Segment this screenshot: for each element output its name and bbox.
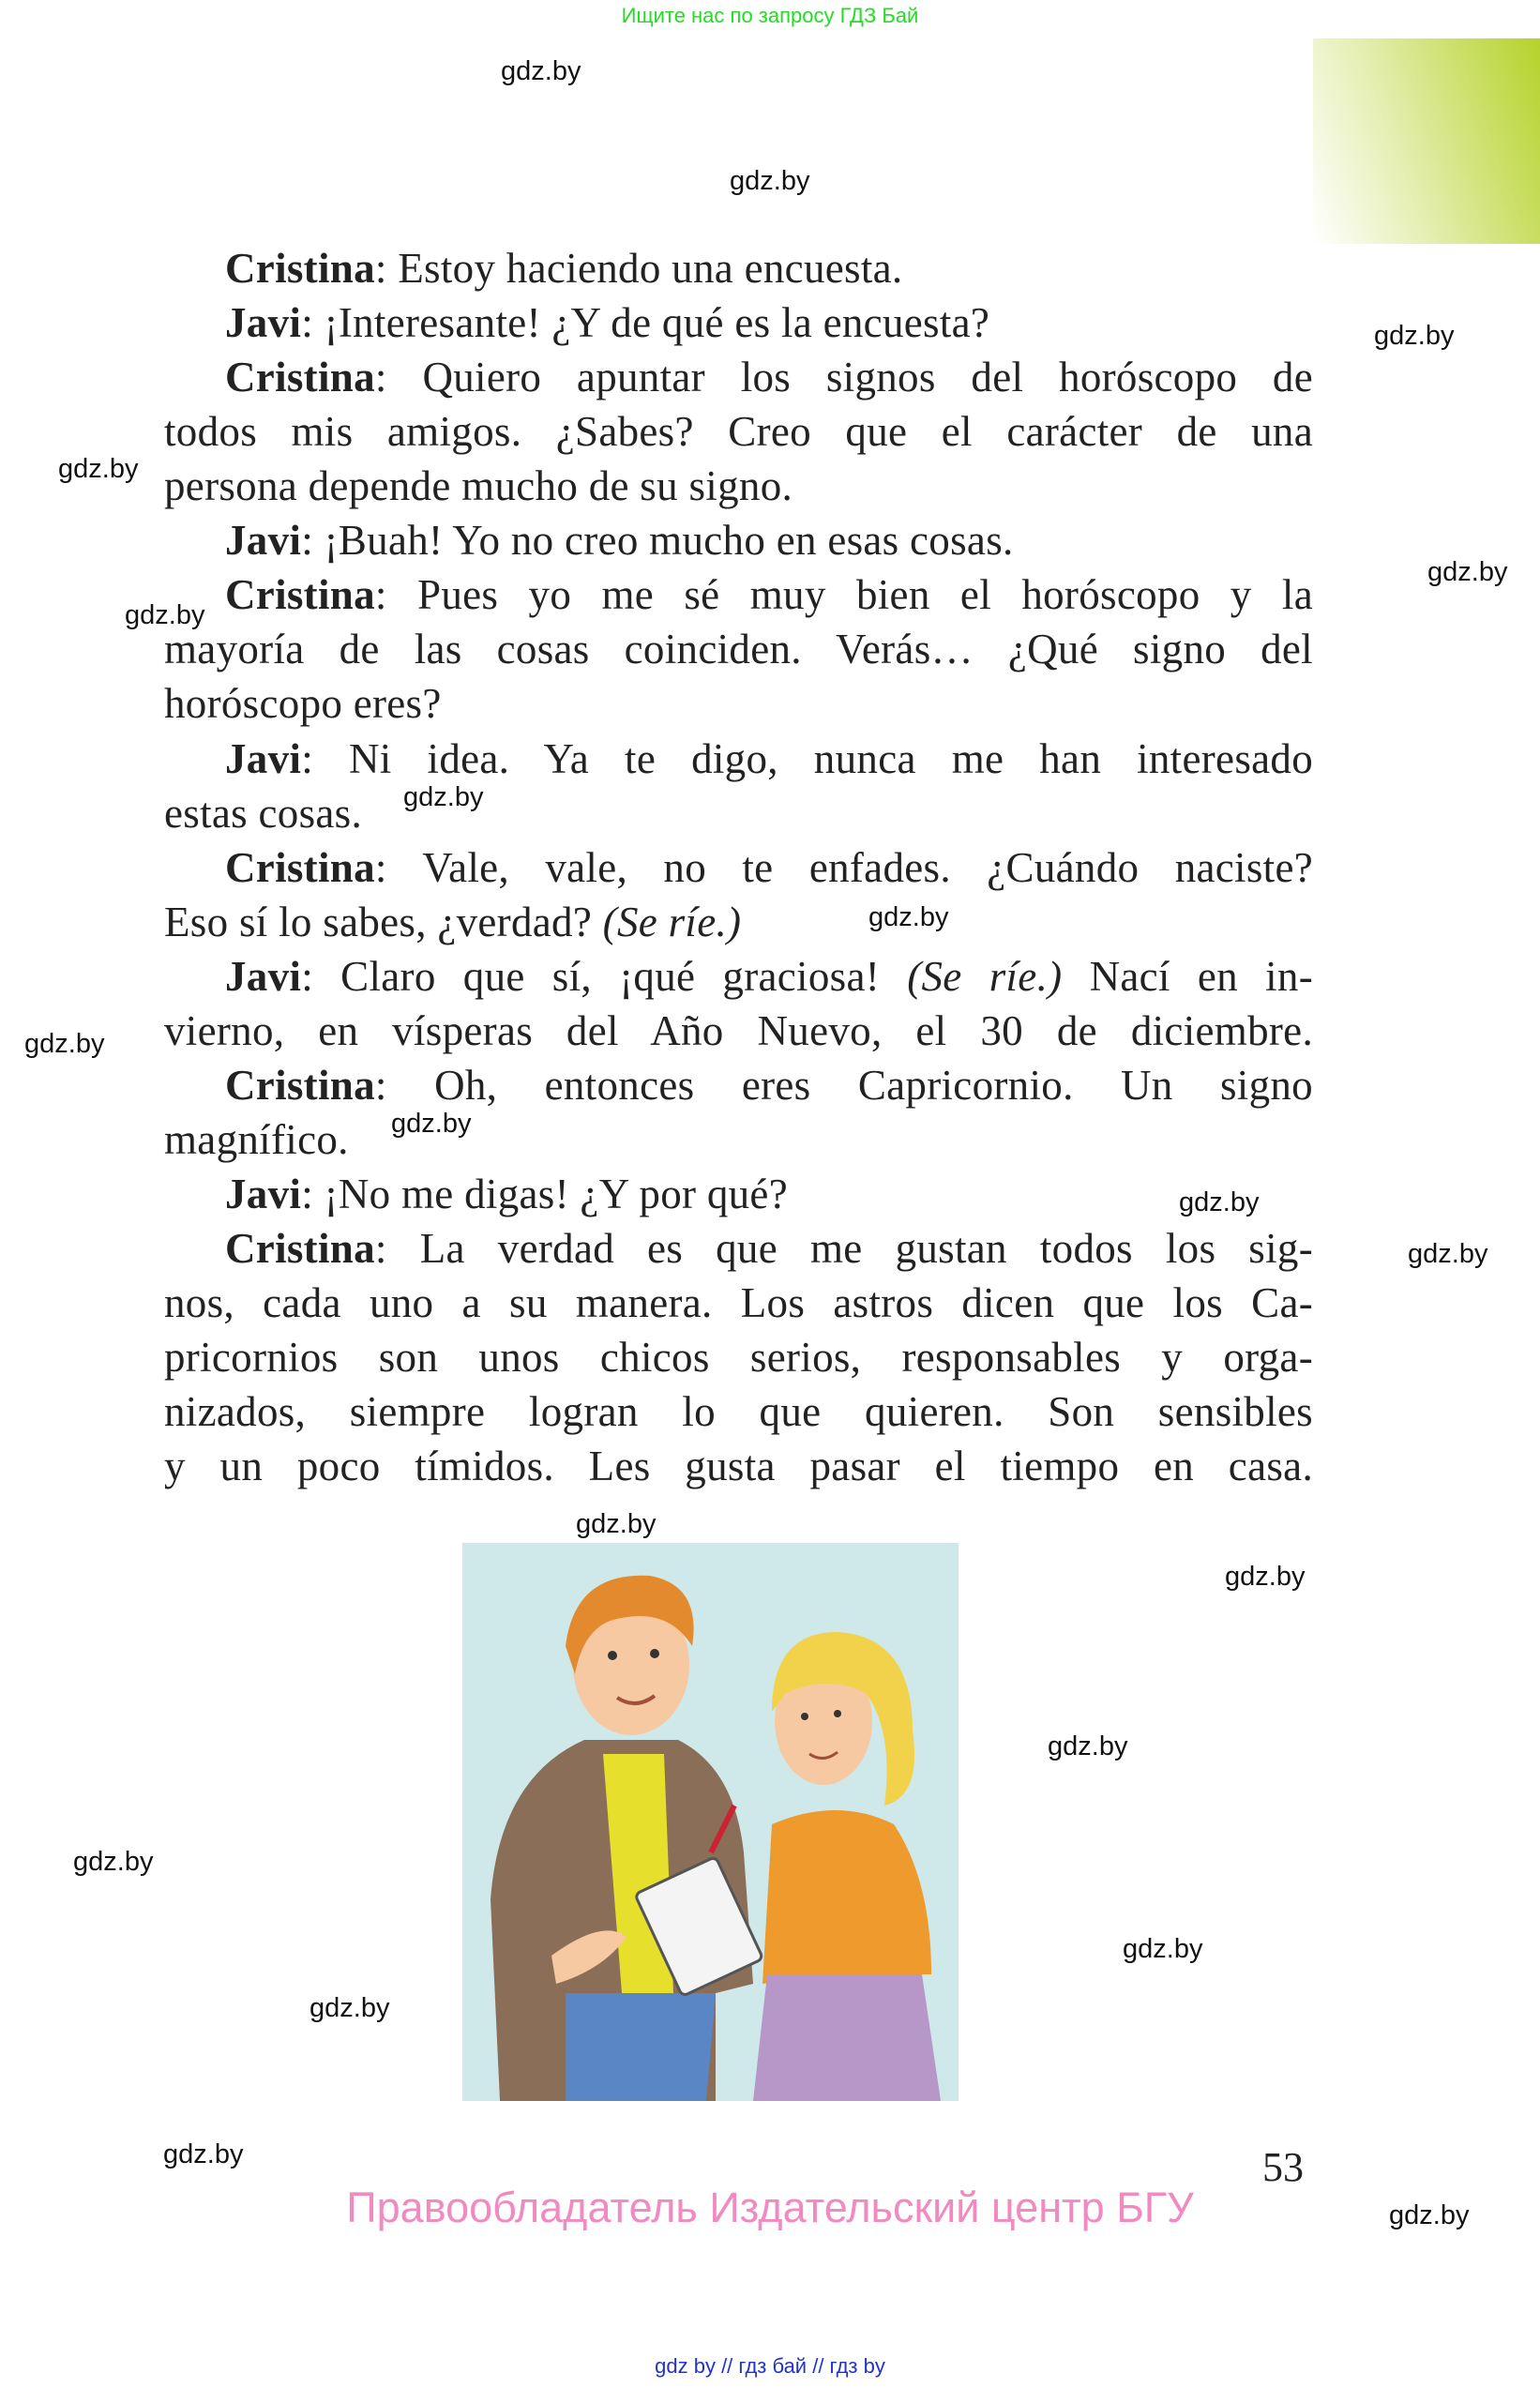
line-text: Eso sí lo sabes, ¿verdad? bbox=[164, 898, 603, 945]
speaker-name: Javi bbox=[225, 734, 302, 782]
dialogue-line bbox=[164, 898, 1313, 952]
dialogue-line bbox=[225, 1061, 1313, 1115]
watermark: gdz.by bbox=[163, 2139, 244, 2169]
speaker-name: Javi bbox=[225, 1171, 302, 1218]
rights-holder: Правообладатель Издательский центр БГУ bbox=[346, 2184, 1194, 2231]
dialogue-line bbox=[164, 407, 1313, 461]
watermark: gdz.by bbox=[501, 56, 581, 86]
watermark: gdz.by bbox=[58, 454, 139, 484]
speaker-name: Javi bbox=[225, 517, 302, 565]
watermark: gdz.by bbox=[125, 600, 205, 630]
line-text: nizados, siempre logran lo que quieren. Son sensibles bbox=[164, 1388, 1313, 1436]
watermark: gdz.by bbox=[1427, 557, 1508, 587]
watermark: gdz.by bbox=[1389, 2200, 1470, 2230]
watermark: gdz.by bbox=[1048, 1731, 1128, 1761]
line-text: mayoría de las cosas coinciden. Verás… ¿Qué signo del bbox=[164, 626, 1313, 673]
search-hint-link[interactable]: Ищите нас по запросу ГДЗ Бай bbox=[621, 4, 919, 27]
footer-links[interactable]: gdz by // гдз бай // гдз by bbox=[655, 2354, 885, 2378]
dialogue-line bbox=[164, 1333, 1313, 1387]
speaker-name: Cristina bbox=[225, 1061, 375, 1109]
dialogue-line bbox=[225, 570, 1313, 625]
speaker-name: Javi bbox=[225, 299, 302, 347]
dialogue-line bbox=[225, 734, 1313, 789]
line-text: magnífico. bbox=[164, 1115, 349, 1163]
corner-decoration bbox=[1313, 38, 1540, 244]
dialogue-line bbox=[225, 1170, 1313, 1224]
speaker-name: Cristina bbox=[225, 245, 375, 292]
line-text: : La verdad es que me gustan todos los sig- bbox=[374, 1225, 1313, 1273]
line-text: : ¡No me digas! ¿Y por qué? bbox=[301, 1171, 788, 1218]
dialogue-line bbox=[164, 1278, 1313, 1333]
dialogue-line bbox=[164, 1006, 1313, 1061]
line-text: nos, cada uno a su manera. Los astros dicen que los Ca- bbox=[164, 1279, 1313, 1327]
stage-direction: (Se ríe.) bbox=[602, 898, 742, 945]
dialogue-line bbox=[225, 353, 1313, 407]
line-text: vierno, en vísperas del Año Nuevo, el 30 de diciembre. bbox=[164, 1006, 1313, 1054]
line-text: Nací en in- bbox=[1062, 952, 1313, 1000]
watermark: gdz.by bbox=[310, 1993, 390, 2023]
watermark: gdz.by bbox=[576, 1509, 657, 1539]
line-text: : ¡Interesante! ¿Y de qué es la encuesta? bbox=[301, 299, 990, 347]
line-text: : Claro que sí, ¡qué graciosa! bbox=[301, 952, 908, 1000]
illustration-boy-and-girl bbox=[462, 1543, 959, 2101]
watermark: gdz.by bbox=[24, 1029, 105, 1059]
speaker-name: Cristina bbox=[225, 1225, 375, 1273]
line-text: : Estoy haciendo una encuesta. bbox=[374, 245, 903, 292]
dialogue-line bbox=[164, 679, 1313, 733]
watermark: gdz.by bbox=[1408, 1239, 1488, 1269]
speaker-name: Cristina bbox=[225, 354, 375, 401]
watermark: gdz.by bbox=[1179, 1187, 1260, 1217]
watermark: gdz.by bbox=[391, 1109, 472, 1139]
line-text: : Oh, entonces eres Capricornio. Un signo bbox=[374, 1061, 1313, 1109]
line-text: pricornios son unos chicos serios, responsables y orga- bbox=[164, 1334, 1313, 1382]
dialogue-line bbox=[225, 1224, 1313, 1278]
watermark: gdz.by bbox=[403, 782, 484, 812]
watermark: gdz.by bbox=[73, 1847, 154, 1877]
line-text: persona depende mucho de su signo. bbox=[164, 462, 793, 510]
speaker-name: Cristina bbox=[225, 571, 375, 619]
line-text: horóscopo eres? bbox=[164, 680, 442, 728]
stage-direction: (Se ríe.) bbox=[907, 952, 1063, 1000]
line-text: : Pues yo me sé muy bien el horóscopo y la bbox=[374, 571, 1313, 619]
watermark: gdz.by bbox=[1225, 1562, 1306, 1592]
dialogue-line bbox=[164, 1442, 1313, 1496]
watermark: gdz.by bbox=[1374, 321, 1455, 351]
line-text: y un poco tímidos. Les gusta pasar el tiempo en casa. bbox=[164, 1443, 1313, 1490]
dialogue-line bbox=[225, 843, 1313, 898]
line-text: estas cosas. bbox=[164, 789, 363, 837]
line-text: : ¡Buah! Yo no creo mucho en esas cosas. bbox=[301, 517, 1014, 565]
dialogue-line bbox=[164, 625, 1313, 679]
line-text: : Ni idea. Ya te digo, nunca me han interesado bbox=[301, 734, 1313, 782]
speaker-name: Javi bbox=[225, 952, 302, 1000]
line-text: : Vale, vale, no te enfades. ¿Cuándo naciste? bbox=[374, 843, 1313, 891]
watermark: gdz.by bbox=[730, 166, 810, 196]
dialogue-line bbox=[225, 516, 1313, 570]
line-text: todos mis amigos. ¿Sabes? Creo que el carácter de una bbox=[164, 408, 1313, 456]
page-number: 53 bbox=[1262, 2144, 1304, 2190]
watermark: gdz.by bbox=[1123, 1934, 1203, 1964]
dialogue-line bbox=[164, 461, 1313, 516]
dialogue-line bbox=[225, 298, 1313, 353]
dialogue-line bbox=[164, 1115, 1313, 1170]
dialogue-line bbox=[225, 952, 1313, 1006]
dialogue-line bbox=[164, 789, 1313, 843]
watermark: gdz.by bbox=[868, 902, 949, 932]
speaker-name: Cristina bbox=[225, 843, 375, 891]
dialogue-line bbox=[164, 1387, 1313, 1442]
line-text: : Quiero apuntar los signos del horóscopo de bbox=[374, 354, 1313, 401]
dialogue-line bbox=[225, 244, 1313, 298]
